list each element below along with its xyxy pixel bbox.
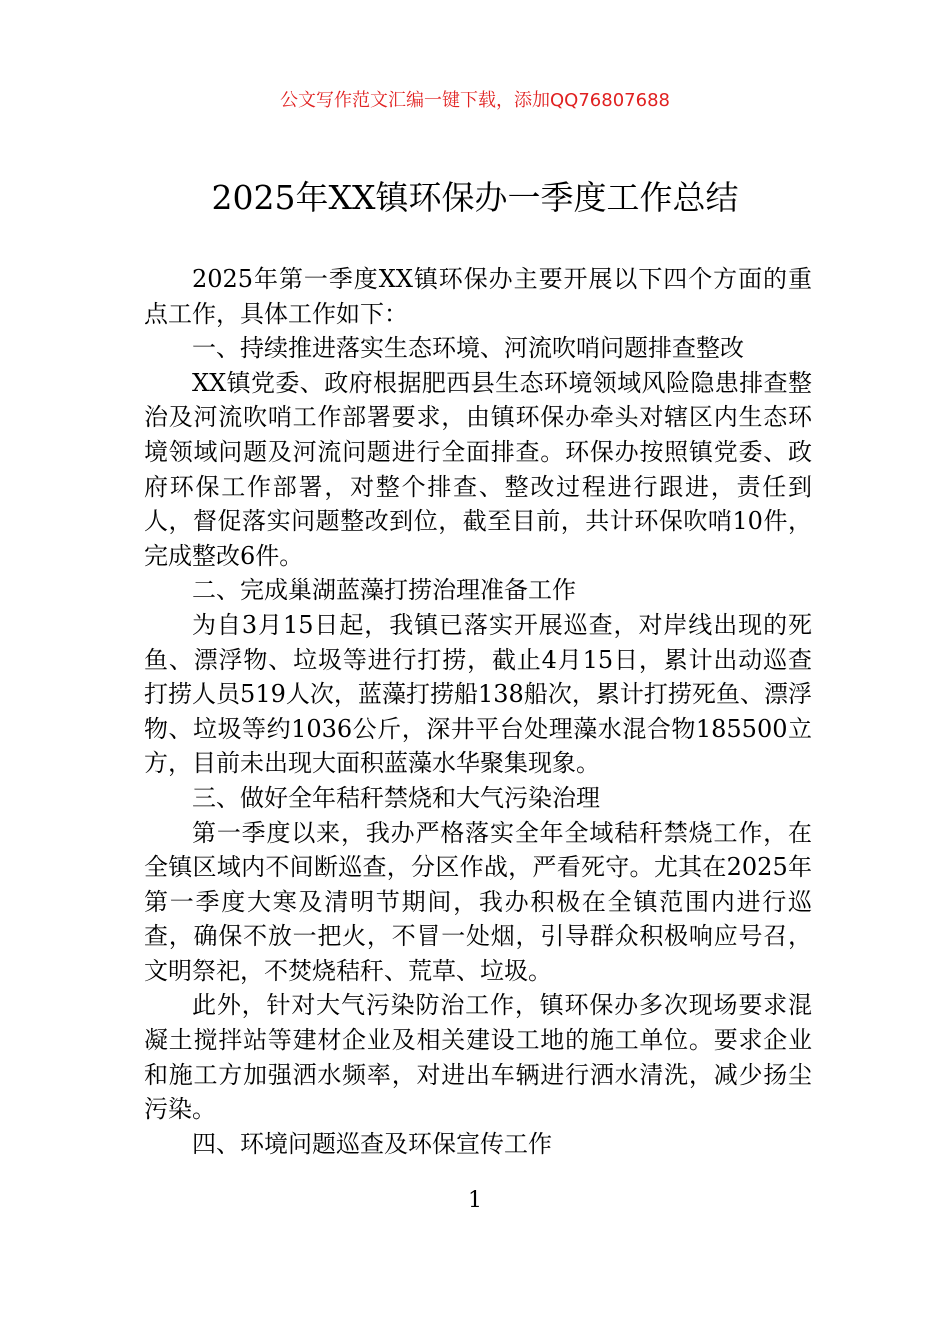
intro-paragraph: 2025年第一季度XX镇环保办主要开展以下四个方面的重点工作，具体工作如下： [144, 265, 812, 328]
download-notice: 公文写作范文汇编一键下载，添加QQ76807688 [280, 90, 670, 111]
document-title: 2025年XX镇环保办一季度工作总结 [211, 178, 739, 217]
page-number: 1 [468, 1188, 482, 1213]
section-heading-1: 一、持续推进落实生态环境、河流吹哨问题排查整改 [192, 334, 744, 363]
section-paragraph-3b: 此外，针对大气污染防治工作，镇环保办多次现场要求混凝土搅拌站等建材企业及相关建设工地的施工单位。要求企业和施工方加强洒水频率，对进出车辆进行洒水清洗，减少扬尘污染。 [144, 991, 812, 1124]
section-paragraph-2: 为自3月15日起，我镇已落实开展巡查，对岸线出现的死鱼、漂浮物、垃圾等进行打捞，截止4月15日，累计出动巡查打捞人员519人次，蓝藻打捞船138船次，累计打捞死鱼、漂浮物、垃圾等约1036公斤，深井平台处理藻水混合物185500立方，目前未出现大面积蓝藻水华聚集现象。 [144, 610, 812, 778]
section-heading-3: 三、做好全年秸秆禁烧和大气污染治理 [192, 783, 600, 812]
section-heading-2: 二、完成巢湖蓝藻打捞治理准备工作 [192, 576, 576, 605]
document-body [144, 262, 812, 1161]
section-paragraph-1: XX镇党委、政府根据肥西县生态环境领域风险隐患排查整治及河流吹哨工作部署要求，由镇环保办牵头对辖区内生态环境领域问题及河流问题进行全面排查。环保办按照镇党委、政府环保工作部署，对整个排查、整改过程进行跟进，责任到人，督促落实问题整改到位，截至目前，共计环保吹哨10件，完成整改6件。 [144, 368, 812, 570]
section-paragraph-3: 第一季度以来，我办严格落实全年全域秸秆禁烧工作，在全镇区域内不间断巡查，分区作战，严看死守。尤其在2025年第一季度大寒及清明节期间，我办积极在全镇范围内进行巡查，确保不放一把火，不冒一处烟，引导群众积极响应号召，文明祭祀，不焚烧秸秆、荒草、垃圾。 [144, 818, 812, 985]
section-heading-4: 四、环境问题巡查及环保宣传工作 [192, 1129, 552, 1158]
